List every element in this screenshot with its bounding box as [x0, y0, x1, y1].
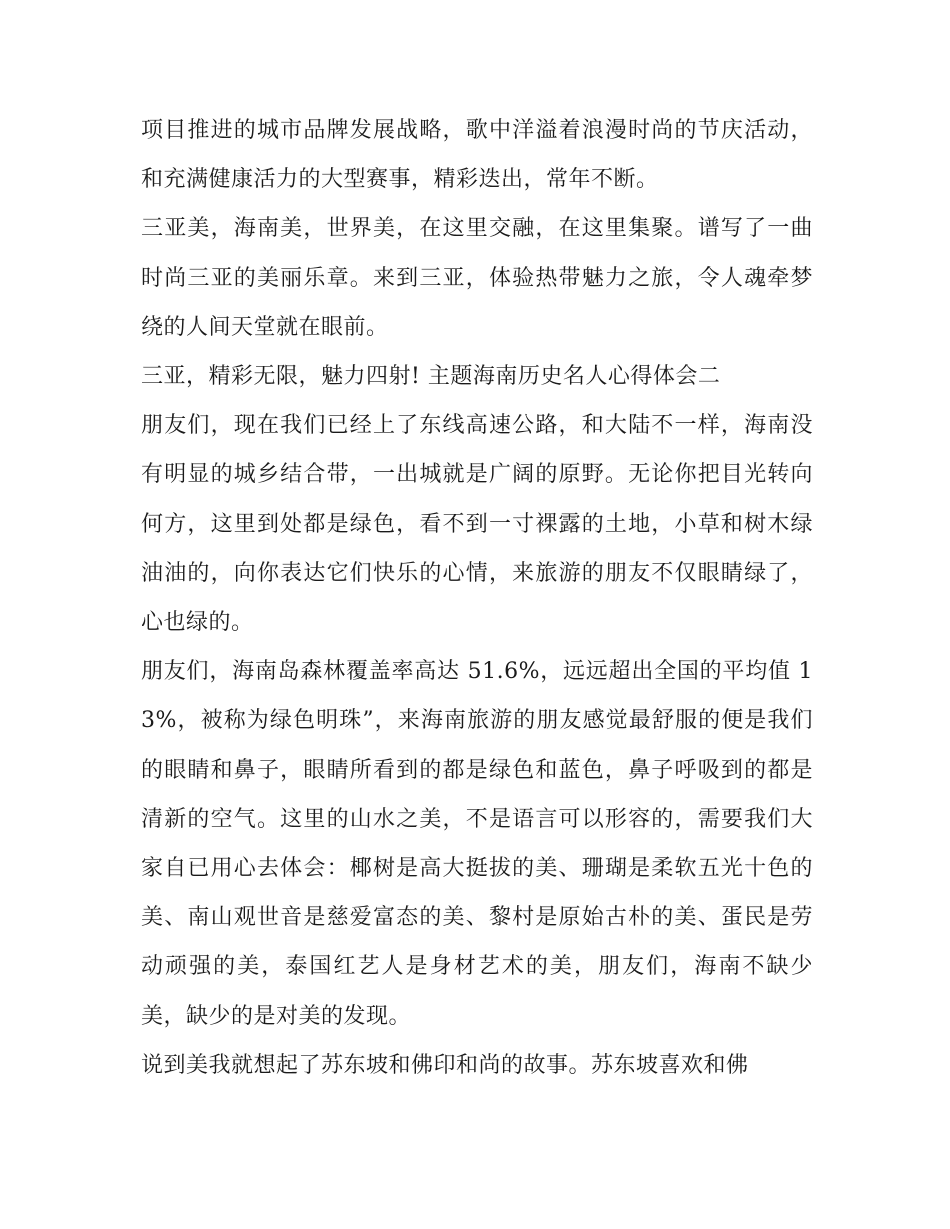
- paragraph-5: 朋友们，海南岛森林覆盖率高达 51.6%，远远超出全国的平均值 13%，被称为绿色明珠”，来海南旅游的朋友感觉最舒服的便是我们的眼睛和鼻子，眼睛所看到的都是绿色和蓝色，鼻子呼吸到的都是清新的空气。这里的山水之美，不是语言可以形容的，需要我们大家自已用心去体会：椰树是高大挺拔的美、珊瑚是柔软五光十色的美、南山观世音是慈爱富态的美、黎村是原始古朴的美、蛋民是劳动顽强的美，泰国红艺人是身材艺术的美，朋友们，海南不缺少美，缺少的是对美的发现。: [141, 659, 813, 1029]
- paragraph-6: 说到美我就想起了苏东坡和佛印和尚的故事。苏东坡喜欢和佛: [141, 1052, 749, 1078]
- paragraph-3: 三亚，精彩无限，魅力四射! 主题海南历史名人心得体会二: [141, 364, 721, 390]
- paragraph-2: 三亚美，海南美，世界美，在这里交融，在这里集聚。谱写了一曲时尚三亚的美丽乐章。来到三亚，体验热带魅力之旅，令人魂牵梦绕的人间天堂就在眼前。: [141, 216, 813, 340]
- document-body: [141, 106, 813, 1090]
- paragraph-4: 朋友们，现在我们已经上了东线高速公路，和大陆不一样，海南没有明显的城乡结合带，一出城就是广阔的原野。无论你把目光转向何方，这里到处都是绿色，看不到一寸裸露的土地，小草和树木绿油油的，向你表达它们快乐的心情，来旅游的朋友不仅眼睛绿了，心也绿的。: [141, 413, 813, 636]
- paragraph-1: 项目推进的城市品牌发展战略，歌中洋溢着浪漫时尚的节庆活动，和充满健康活力的大型赛事，精彩迭出，常年不断。: [141, 118, 813, 193]
